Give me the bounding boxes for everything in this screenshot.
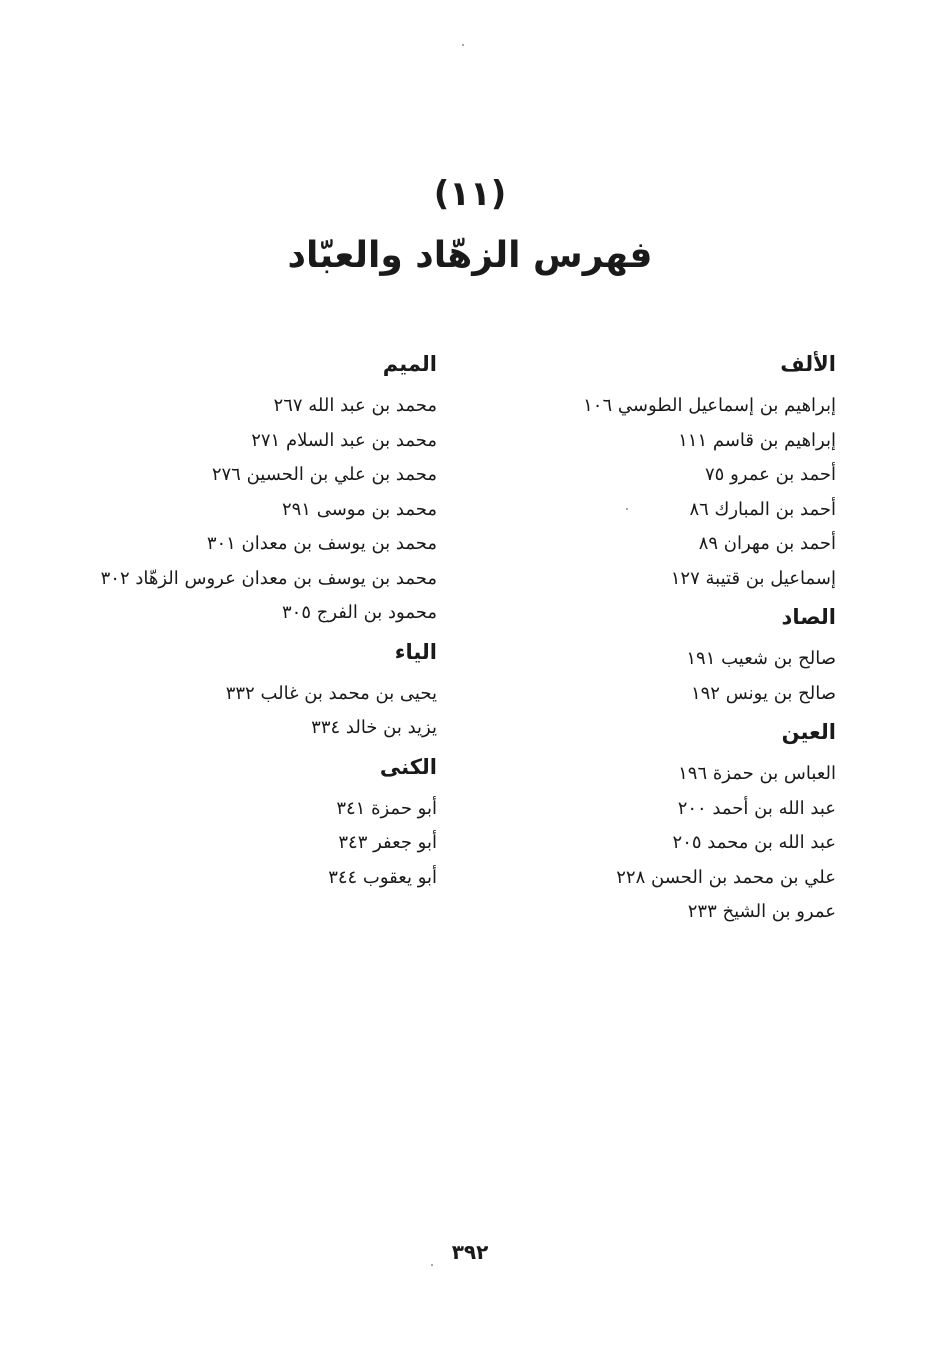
index-section-alif <box>516 347 836 596</box>
page-header <box>0 172 940 282</box>
index-entry: إبراهيم بن إسماعيل الطوسي ١٠٦ <box>583 395 836 416</box>
section-heading: الميم <box>382 352 437 376</box>
section-heading: العين <box>781 720 836 744</box>
index-entry: محمد بن يوسف بن معدان ٣٠١ <box>206 533 437 554</box>
index-entry: أحمد بن عمرو ٧٥ <box>705 464 836 485</box>
index-entry: أحمد بن المبارك ٨٦ <box>689 498 836 520</box>
index-entry: إسماعيل بن قتيبة ١٢٧ <box>670 567 836 589</box>
index-entry: العباس بن حمزة ١٩٦ <box>678 763 836 784</box>
chapter-number: (١١) <box>433 174 507 214</box>
index-entry: صالح بن يونس ١٩٢ <box>690 682 836 704</box>
index-entry: عمرو بن الشيخ ٢٣٣ <box>687 901 836 922</box>
index-section-sad <box>516 600 836 711</box>
index-entry: محمد بن علي بن الحسين ٢٧٦ <box>211 464 437 485</box>
index-entry: علي بن محمد بن الحسن ٢٢٨ <box>616 866 836 888</box>
index-entry: أبو جعفر ٣٤٣ <box>338 832 437 853</box>
scan-speck <box>431 1264 433 1266</box>
section-heading: الياء <box>394 639 437 664</box>
index-entry: عبد الله بن أحمد ٢٠٠ <box>677 797 836 819</box>
index-entry: أبو حمزة ٣٤١ <box>336 797 437 819</box>
index-entry: محمد بن عبد السلام ٢٧١ <box>251 429 437 451</box>
section-heading: الألف <box>780 352 836 376</box>
scan-speck <box>462 44 464 46</box>
index-entry: محمد بن يوسف بن معدان عروس الزهّاد ٣٠٢ <box>100 567 437 589</box>
chapter-title: فهرس الزهّاد والعبّاد <box>287 235 653 276</box>
index-section-mim <box>77 347 437 631</box>
index-section-ya <box>77 635 437 746</box>
index-column-right <box>516 345 836 934</box>
index-entry: عبد الله بن محمد ٢٠٥ <box>672 832 836 853</box>
page-number: ٣٩٢ <box>451 1240 489 1264</box>
index-entry: أبو يعقوب ٣٤٤ <box>328 866 437 888</box>
index-entry: يزيد بن خالد ٣٣٤ <box>311 717 437 738</box>
index-section-ayn <box>516 715 836 930</box>
section-heading: الصاد <box>781 605 836 629</box>
index-entry: محمد بن موسى ٢٩١ <box>281 498 437 520</box>
index-entry: يحيى بن محمد بن غالب ٣٣٢ <box>225 682 437 704</box>
section-heading: الكنى <box>379 754 437 779</box>
index-section-kuna <box>77 750 437 896</box>
index-entry: صالح بن شعيب ١٩١ <box>686 648 836 669</box>
scan-speck <box>626 508 628 510</box>
index-entry: أحمد بن مهران ٨٩ <box>698 533 836 554</box>
index-entry: إبراهيم بن قاسم ١١١ <box>678 429 836 451</box>
index-column-left <box>77 345 437 899</box>
index-entry: محمود بن الفرج ٣٠٥ <box>281 602 437 623</box>
index-entry: محمد بن عبد الله ٢٦٧ <box>273 395 437 416</box>
